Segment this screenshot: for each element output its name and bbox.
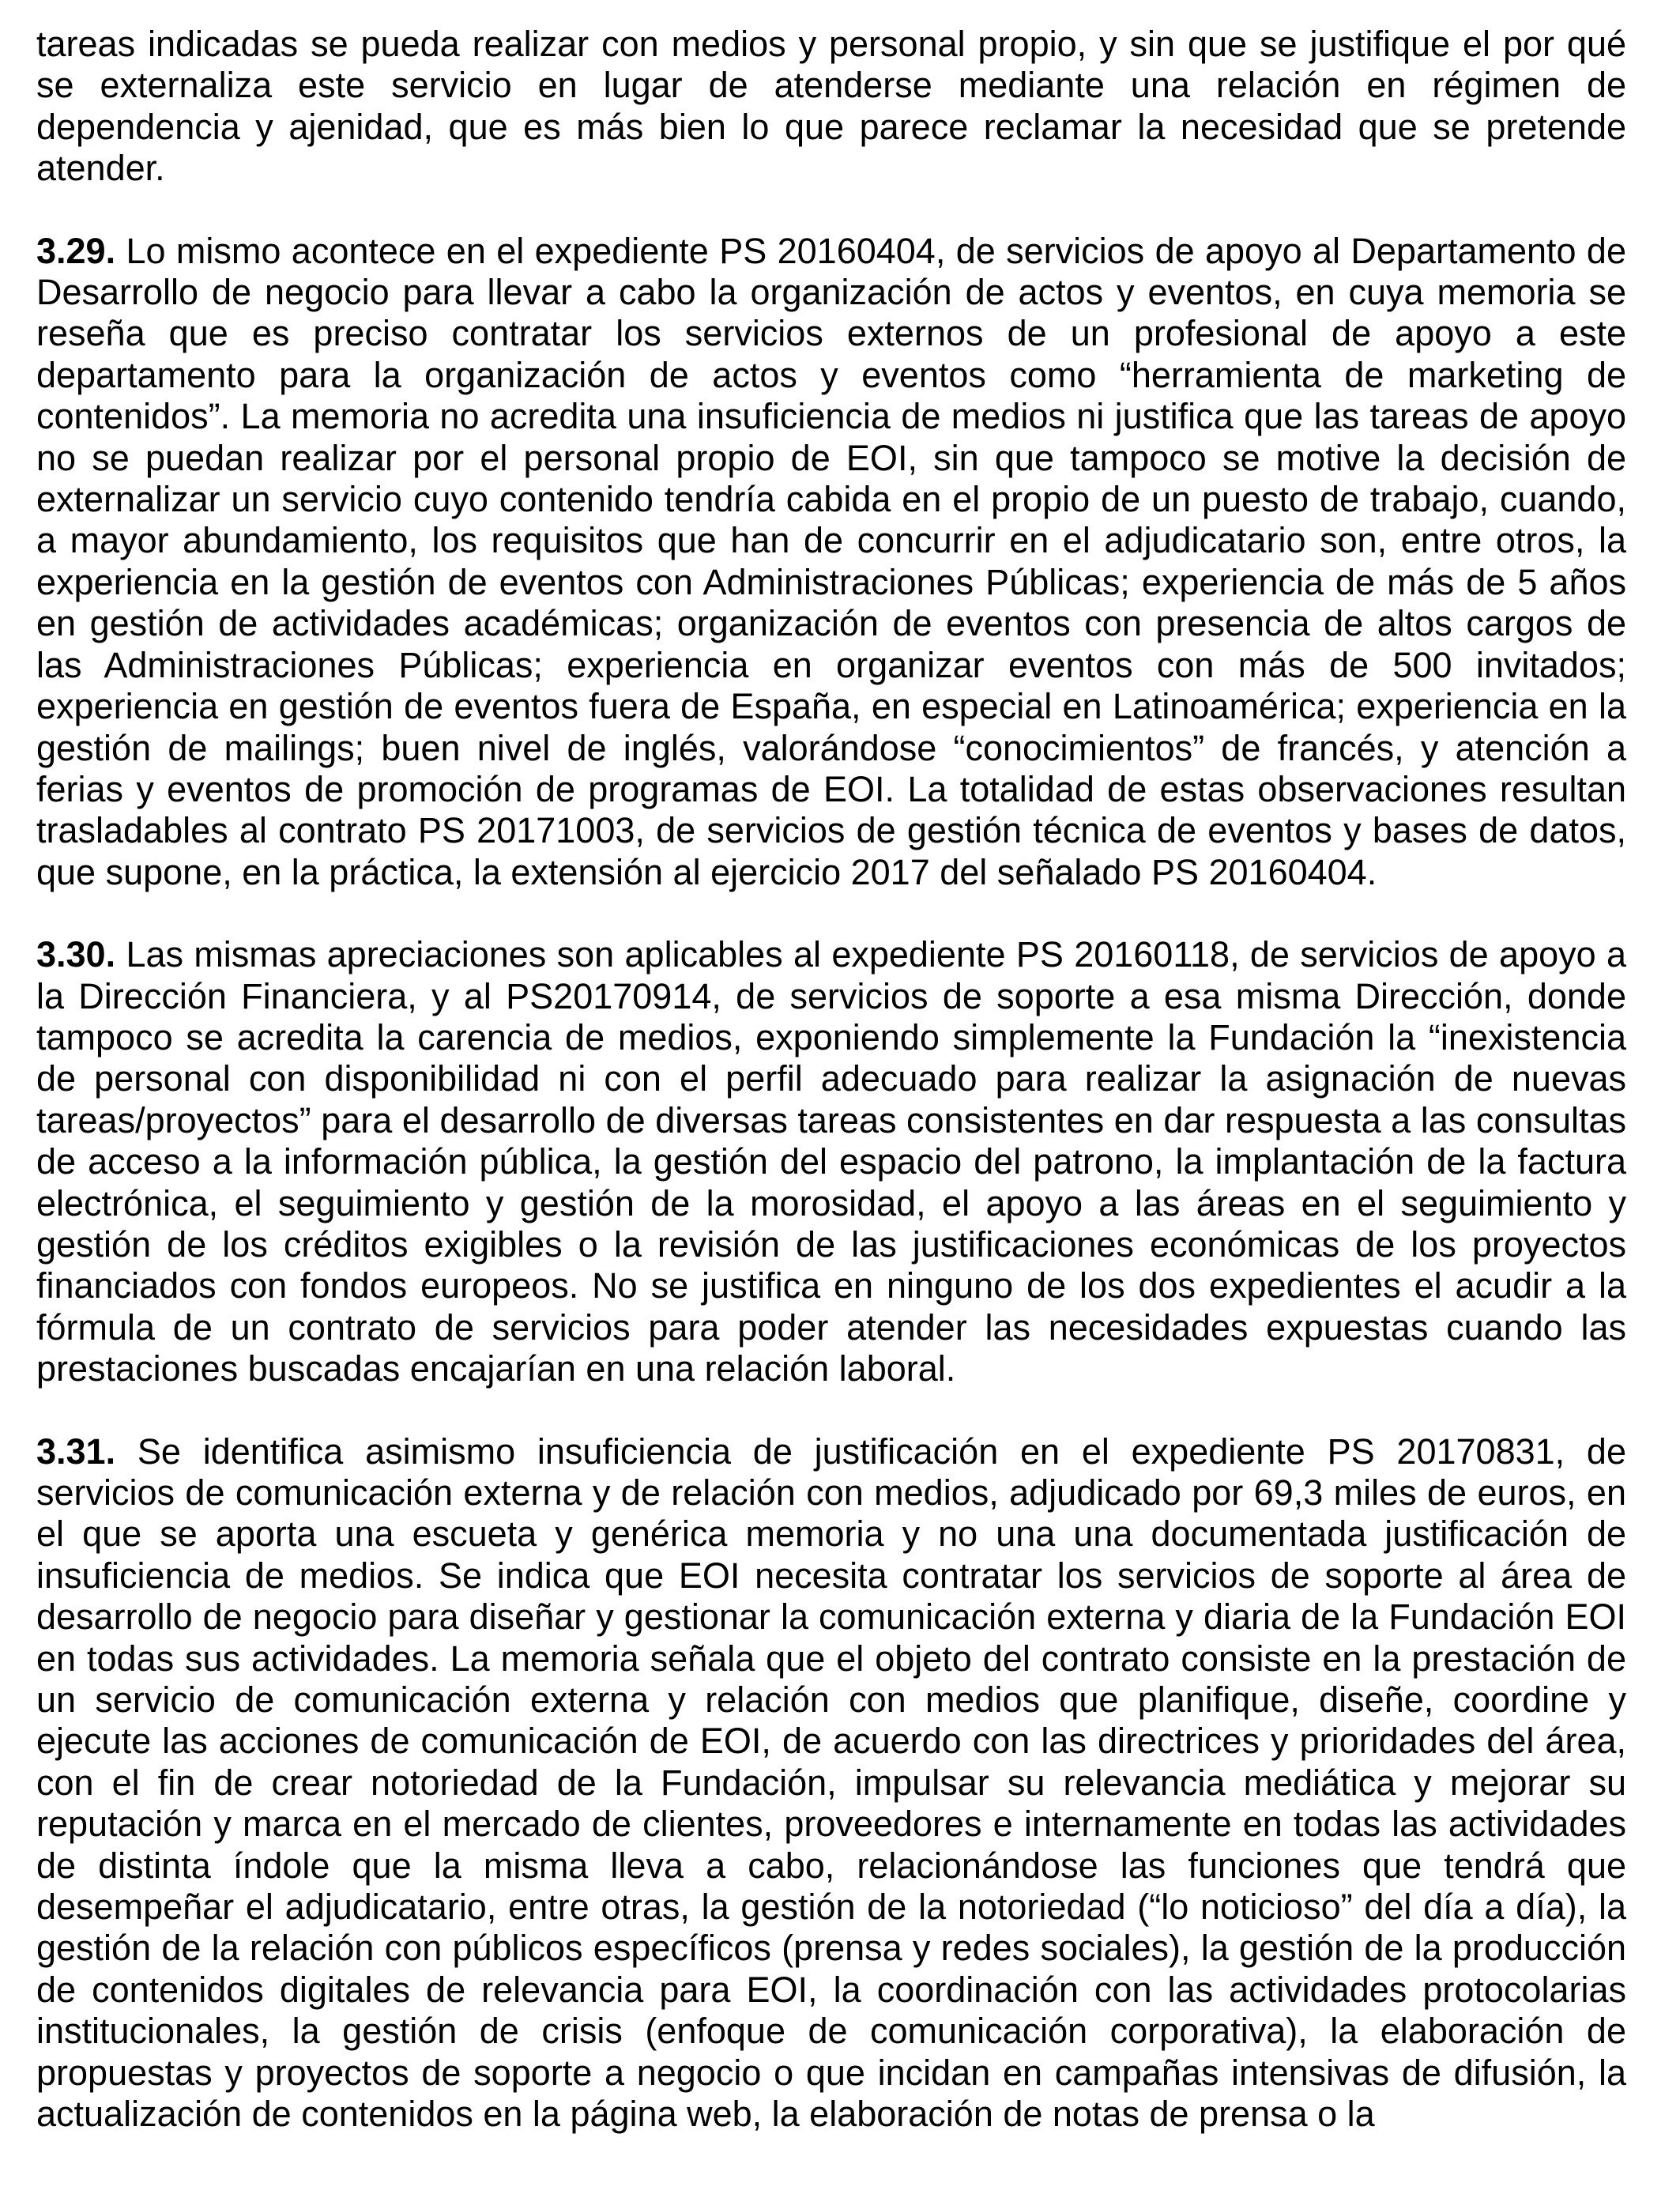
paragraph-number: 3.31. <box>36 1431 116 1472</box>
paragraph-number: 3.30. <box>36 934 116 975</box>
document-page <box>36 24 1626 2136</box>
paragraph-text: tareas indicadas se pueda realizar con medios y personal propio, y sin que se justifique el por qué se externaliza este servicio en lugar de atenderse mediante una relación en régimen de dependencia y ajenidad, que es más bien lo que parece reclamar la necesidad que se pretende atender. <box>36 24 1626 189</box>
paragraph-text: Se identifica asimismo insuficiencia de justificación en el expediente PS 20170831, de servicios de comunicación externa y de relación con medios, adjudicado por 69,3 miles de euros, en el que se aporta una escueta y genérica memoria y no una una documentada justificación de insuficiencia de medios. Se indica que EOI necesita contratar los servicios de soporte al área de desarrollo de negocio para diseñar y gestionar la comunicación externa y diaria de la Fundación EOI en todas sus actividades. La memoria señala que el objeto del contrato consiste en la prestación de un servicio de comunicación externa y relación con medios que planifique, diseñe, coordine y ejecute las acciones de comunicación de EOI, de acuerdo con las directrices y prioridades del área, con el fin de crear notoriedad de la Fundación, impulsar su relevancia mediática y mejorar su reputación y marca en el mercado de clientes, proveedores e internamente en todas las actividades de distinta índole que la misma lleva a cabo, relacionándose las funciones que tendrá que desempeñar el adjudicatario, entre otras, la gestión de la notoriedad (“lo noticioso” del día a día), la gestión de la relación con públicos específicos (prensa y redes sociales), la gestión de la producción de contenidos digitales de relevancia para EOI, la coordinación con las actividades protocolarias institucionales, la gestión de crisis (enfoque de comunicación corporativa), la elaboración de propuestas y proyectos de soporte a negocio o que incidan en campañas intensivas de difusión, la actualización de contenidos en la página web, la elaboración de notas de prensa o la <box>36 1431 1626 2135</box>
paragraph-3-29 <box>36 231 1626 894</box>
paragraph-3-30 <box>36 934 1626 1389</box>
paragraph-continuation <box>36 24 1626 190</box>
paragraph-number: 3.29. <box>36 230 116 271</box>
paragraph-3-31 <box>36 1431 1626 2136</box>
paragraph-text: Las mismas apreciaciones son aplicables al expediente PS 20160118, de servicios de apoyo a la Dirección Financiera, y al PS20170914, de servicios de soporte a esa misma Dirección, donde tampoco se acredita la carencia de medios, exponiendo simplemente la Fundación la “inexistencia de personal con disponibilidad ni con el perfil adecuado para realizar la asignación de nuevas tareas/proyectos” para el desarrollo de diversas tareas consistentes en dar respuesta a las consultas de acceso a la información pública, la gestión del espacio del patrono, la implantación de la factura electrónica, el seguimiento y gestión de la morosidad, el apoyo a las áreas en el seguimiento y gestión de los créditos exigibles o la revisión de las justificaciones económicas de los proyectos financiados con fondos europeos. No se justifica en ninguno de los dos expedientes el acudir a la fórmula de un contrato de servicios para poder atender las necesidades expuestas cuando las prestaciones buscadas encajarían en una relación laboral. <box>36 934 1626 1389</box>
paragraph-text: Lo mismo acontece en el expediente PS 20160404, de servicios de apoyo al Departamento de Desarrollo de negocio para llevar a cabo la organización de actos y eventos, en cuya memoria se reseña que es preciso contratar los servicios externos de un profesional de apoyo a este departamento para la organización de actos y eventos como “herramienta de marketing de contenidos”. La memoria no acredita una insuficiencia de medios ni justifica que las tareas de apoyo no se puedan realizar por el personal propio de EOI, sin que tampoco se motive la decisión de externalizar un servicio cuyo contenido tendría cabida en el propio de un puesto de trabajo, cuando, a mayor abundamiento, los requisitos que han de concurrir en el adjudicatario son, entre otros, la experiencia en la gestión de eventos con Administraciones Públicas; experiencia de más de 5 años en gestión de actividades académicas; organización de eventos con presencia de altos cargos de las Administraciones Públicas; experiencia en organizar eventos con más de 500 invitados; experiencia en gestión de eventos fuera de España, en especial en Latinoamérica; experiencia en la gestión de mailings; buen nivel de inglés, valorándose “conocimientos” de francés, y atención a ferias y eventos de promoción de programas de EOI. La totalidad de estas observaciones resultan trasladables al contrato PS 20171003, de servicios de gestión técnica de eventos y bases de datos, que supone, en la práctica, la extensión al ejercicio 2017 del señalado PS 20160404. <box>36 230 1626 892</box>
